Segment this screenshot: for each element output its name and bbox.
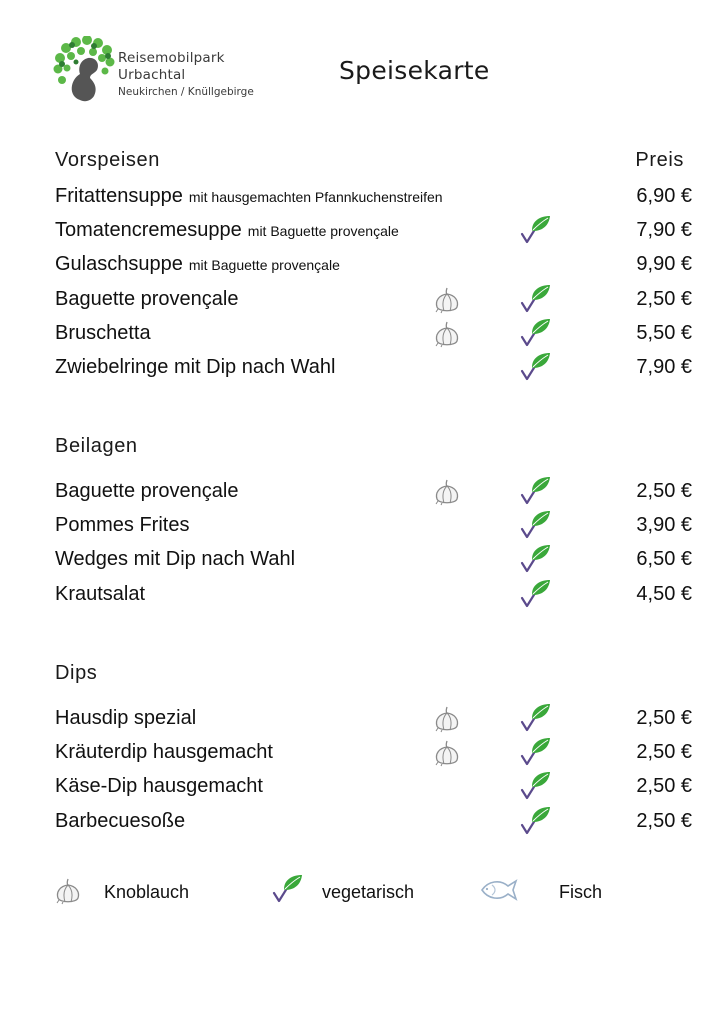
item-price: 4,50 € (636, 583, 692, 605)
item-name: Pommes Frites (55, 514, 190, 536)
item-price: 2,50 € (636, 480, 692, 502)
item-name: Kräuterdip hausgemacht (55, 741, 273, 763)
item-price: 5,50 € (636, 322, 692, 344)
section-header (0, 658, 724, 688)
menu-item (0, 737, 724, 767)
item-name: Baguette provençale (55, 480, 239, 502)
garlic-icon (53, 876, 83, 906)
item-note: mit Baguette provençale (247, 223, 399, 239)
vegetarian-leaf-icon (518, 770, 552, 802)
item-price: 2,50 € (636, 741, 692, 763)
garlic-icon (432, 285, 462, 315)
item-name: Barbecuesoße (55, 810, 186, 832)
item-price: 7,90 € (636, 219, 692, 241)
vegetarian-leaf-icon (518, 702, 552, 734)
vegetarian-leaf-icon (518, 578, 552, 610)
menu-item (0, 510, 724, 540)
garlic-icon (432, 319, 462, 349)
item-name: Fritattensuppe mit hausgemachten Pfannkuchenstreifen (55, 185, 443, 207)
menu-item (0, 806, 724, 836)
item-note: mit hausgemachten Pfannkuchenstreifen (188, 189, 443, 205)
logo-line1: Reisemobilpark (118, 50, 225, 66)
vegetarian-leaf-icon (518, 317, 552, 349)
legend-veg-label: vegetarisch (322, 882, 415, 902)
menu-item (0, 181, 724, 211)
item-price: 7,90 € (636, 356, 692, 378)
section-title: Beilagen (55, 435, 138, 457)
item-price: 2,50 € (636, 288, 692, 310)
logo-text (118, 50, 254, 99)
item-price: 2,50 € (636, 810, 692, 832)
item-name: Krautsalat (55, 583, 146, 605)
item-price: 6,50 € (636, 548, 692, 570)
price-column-header: Preis (635, 149, 684, 171)
item-name: Bruschetta (55, 322, 151, 344)
section-header (0, 431, 724, 461)
section-title: Vorspeisen (55, 149, 160, 171)
vegetarian-leaf-icon (518, 543, 552, 575)
garlic-icon (432, 477, 462, 507)
vegetarian-leaf-icon (518, 805, 552, 837)
item-name: Baguette provençale (55, 288, 239, 310)
item-name: Wedges mit Dip nach Wahl (55, 548, 296, 570)
menu-item (0, 771, 724, 801)
section-header (0, 145, 724, 175)
garlic-icon (432, 738, 462, 768)
vegetarian-leaf-icon (518, 351, 552, 383)
legend-fish-label: Fisch (559, 882, 603, 902)
tree-person-logo-icon (50, 36, 122, 106)
item-note: mit Baguette provençale (188, 257, 340, 273)
item-price: 9,90 € (636, 253, 692, 275)
menu-item (0, 318, 724, 348)
vegetarian-leaf-icon (518, 283, 552, 315)
garlic-icon (432, 704, 462, 734)
menu-item (0, 284, 724, 314)
page-title: Speisekarte (339, 56, 490, 85)
menu-item (0, 544, 724, 574)
item-price: 2,50 € (636, 775, 692, 797)
logo-line2: Urbachtal (118, 67, 186, 83)
item-name: Hausdip spezial (55, 707, 197, 729)
menu-item (0, 476, 724, 506)
menu-item (0, 215, 724, 245)
logo-line3: Neukirchen / Knüllgebirge (118, 86, 254, 98)
fish-icon (478, 877, 518, 903)
item-name: Käse-Dip hausgemacht (55, 775, 263, 797)
vegetarian-leaf-icon (518, 509, 552, 541)
item-name: Zwiebelringe mit Dip nach Wahl (55, 356, 336, 378)
item-price: 3,90 € (636, 514, 692, 536)
vegetarian-leaf-icon (518, 214, 552, 246)
item-name: Gulaschsuppe mit Baguette provençale (55, 253, 340, 275)
menu-item (0, 249, 724, 279)
legend-garlic-label: Knoblauch (104, 882, 190, 902)
item-price: 6,90 € (636, 185, 692, 207)
section-title: Dips (55, 662, 98, 684)
vegetarian-leaf-icon (270, 873, 304, 905)
vegetarian-leaf-icon (518, 736, 552, 768)
item-price: 2,50 € (636, 707, 692, 729)
menu-item (0, 703, 724, 733)
menu-item (0, 579, 724, 609)
item-name: Tomatencremesuppe mit Baguette provençale (55, 219, 399, 241)
vegetarian-leaf-icon (518, 475, 552, 507)
menu-item (0, 352, 724, 382)
